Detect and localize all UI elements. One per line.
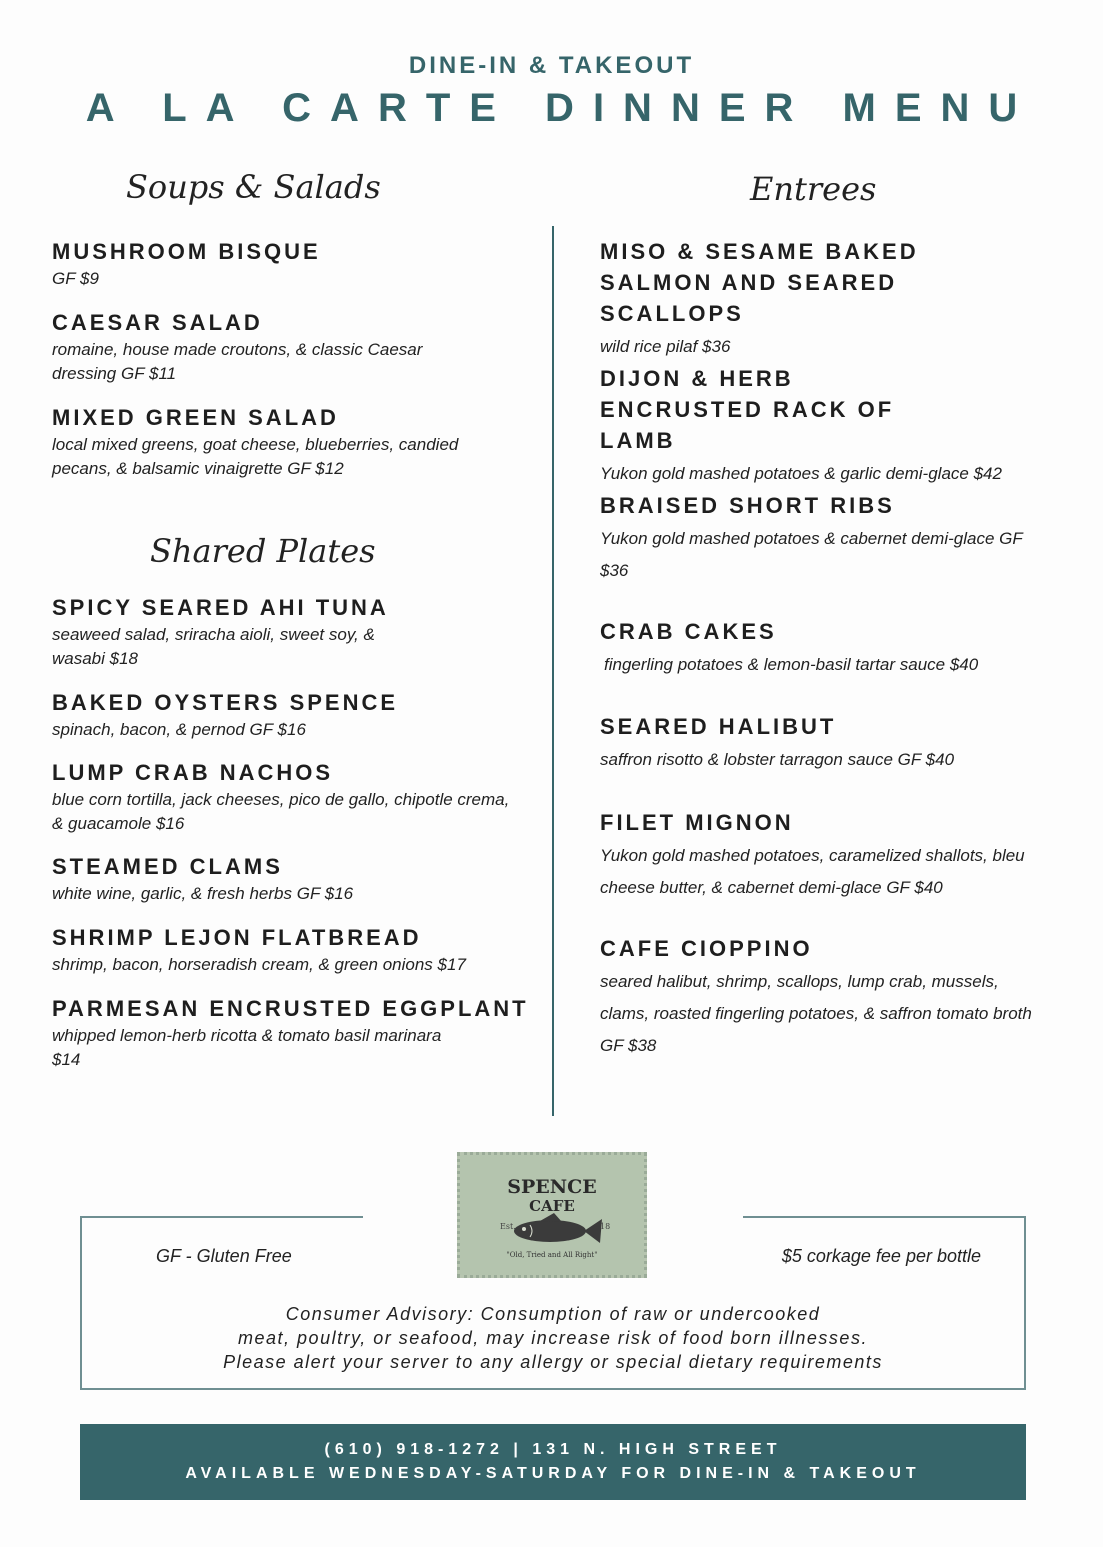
menu-item bbox=[600, 490, 1070, 587]
item-name: DIJON & HERB ENCRUSTED RACK OF LAMB bbox=[600, 366, 895, 453]
item-name: SPICY SEARED AHI TUNA bbox=[52, 595, 389, 620]
menu-subtitle: DINE-IN & TAKEOUT bbox=[408, 52, 695, 79]
menu-item bbox=[52, 851, 532, 906]
menu-item bbox=[52, 236, 532, 291]
logo-name-top: SPENCE bbox=[507, 1176, 597, 1198]
logo-artwork bbox=[460, 1155, 644, 1275]
menu-item bbox=[52, 922, 532, 977]
item-name: CAESAR SALAD bbox=[52, 310, 263, 335]
footer-bar bbox=[80, 1424, 1026, 1500]
spence-cafe-logo bbox=[457, 1152, 647, 1278]
item-name: PARMESAN ENCRUSTED EGGPLANT bbox=[52, 996, 529, 1021]
item-name: LUMP CRAB NACHOS bbox=[52, 760, 334, 785]
logo-est-right: 18 bbox=[600, 1222, 611, 1231]
item-desc: local mixed greens, goat cheese, blueberries, candied pecans, & balsamic vinaigrette GF $12 bbox=[52, 435, 459, 478]
shared-plates-heading: Shared Plates bbox=[150, 532, 376, 570]
item-desc: blue corn tortilla, jack cheeses, pico de gallo, chipotle crema, & guacamole $16 bbox=[52, 790, 510, 833]
menu-item bbox=[600, 236, 1070, 363]
advisory-line: Please alert your server to any allergy or special dietary requirements bbox=[223, 1352, 883, 1372]
item-desc: GF $9 bbox=[52, 269, 99, 288]
gluten-free-note: GF - Gluten Free bbox=[156, 1246, 292, 1266]
item-desc: fingerling potatoes & lemon-basil tartar sauce $40 bbox=[604, 655, 979, 674]
logo-name-bottom: CAFE bbox=[529, 1197, 575, 1215]
logo-est-left: Est. bbox=[500, 1222, 516, 1231]
menu-item bbox=[52, 757, 532, 836]
item-desc: romaine, house made croutons, & classic Caesar dressing GF $11 bbox=[52, 340, 423, 383]
item-desc: Yukon gold mashed potatoes, caramelized shallots, bleu cheese butter, & cabernet demi-glace GF $40 bbox=[600, 846, 1025, 897]
menu-item bbox=[600, 363, 1070, 490]
item-desc: Yukon gold mashed potatoes & garlic demi-glace $42 bbox=[600, 464, 1002, 483]
item-desc: seared halibut, shrimp, scallops, lump crab, mussels, clams, roasted fingerling potatoes, & saffron tomato broth GF $38 bbox=[600, 972, 1032, 1055]
consumer-advisory bbox=[80, 1302, 1026, 1374]
menu-item bbox=[600, 933, 1070, 1062]
menu-item bbox=[52, 307, 532, 386]
advisory-line: meat, poultry, or seafood, may increase risk of food born illnesses. bbox=[238, 1328, 868, 1348]
menu-item bbox=[600, 807, 1070, 904]
item-name: MIXED GREEN SALAD bbox=[52, 405, 339, 430]
soups-salads-heading: Soups & Salads bbox=[126, 168, 381, 206]
menu-title: A LA CARTE DINNER MENU bbox=[85, 86, 1037, 130]
menu-item bbox=[600, 711, 1070, 776]
item-name: BAKED OYSTERS SPENCE bbox=[52, 690, 399, 715]
footer-availability: AVAILABLE WEDNESDAY-SATURDAY FOR DINE-IN & TAKEOUT bbox=[185, 1465, 921, 1482]
item-desc: spinach, bacon, & pernod GF $16 bbox=[52, 720, 306, 739]
item-desc: Yukon gold mashed potatoes & cabernet demi-glace GF $36 bbox=[600, 529, 1023, 580]
item-name: CAFE CIOPPINO bbox=[600, 936, 813, 961]
item-name: BRAISED SHORT RIBS bbox=[600, 493, 895, 518]
menu-item bbox=[52, 402, 532, 481]
entrees-heading: Entrees bbox=[750, 170, 877, 208]
menu-item bbox=[52, 687, 532, 742]
logo-tagline: "Old, Tried and All Right" bbox=[506, 1251, 598, 1259]
item-desc: white wine, garlic, & fresh herbs GF $16 bbox=[52, 884, 354, 903]
item-name: SHRIMP LEJON FLATBREAD bbox=[52, 925, 422, 950]
item-desc: whipped lemon-herb ricotta & tomato basil marinara $14 bbox=[52, 1026, 442, 1069]
item-desc: shrimp, bacon, horseradish cream, & green onions $17 bbox=[52, 955, 466, 974]
item-desc: seaweed salad, sriracha aioli, sweet soy, & wasabi $18 bbox=[52, 625, 375, 668]
menu-item bbox=[600, 616, 1070, 681]
item-desc: wild rice pilaf $36 bbox=[600, 337, 731, 356]
advisory-line: Consumer Advisory: Consumption of raw or undercooked bbox=[285, 1304, 821, 1324]
item-name: SEARED HALIBUT bbox=[600, 714, 837, 739]
column-divider bbox=[552, 226, 554, 1116]
item-name: FILET MIGNON bbox=[600, 810, 794, 835]
footer-contact: (610) 918-1272 | 131 N. HIGH STREET bbox=[324, 1441, 782, 1458]
menu-item bbox=[52, 592, 532, 671]
corkage-note: $5 corkage fee per bottle bbox=[781, 1246, 981, 1266]
item-name: MISO & SESAME BAKED SALMON AND SEARED SCALLOPS bbox=[600, 239, 919, 326]
item-name: CRAB CAKES bbox=[600, 619, 777, 644]
item-name: STEAMED CLAMS bbox=[52, 854, 283, 879]
item-name: MUSHROOM BISQUE bbox=[52, 239, 321, 264]
item-desc: saffron risotto & lobster tarragon sauce GF $40 bbox=[600, 750, 955, 769]
menu-item bbox=[52, 993, 532, 1072]
